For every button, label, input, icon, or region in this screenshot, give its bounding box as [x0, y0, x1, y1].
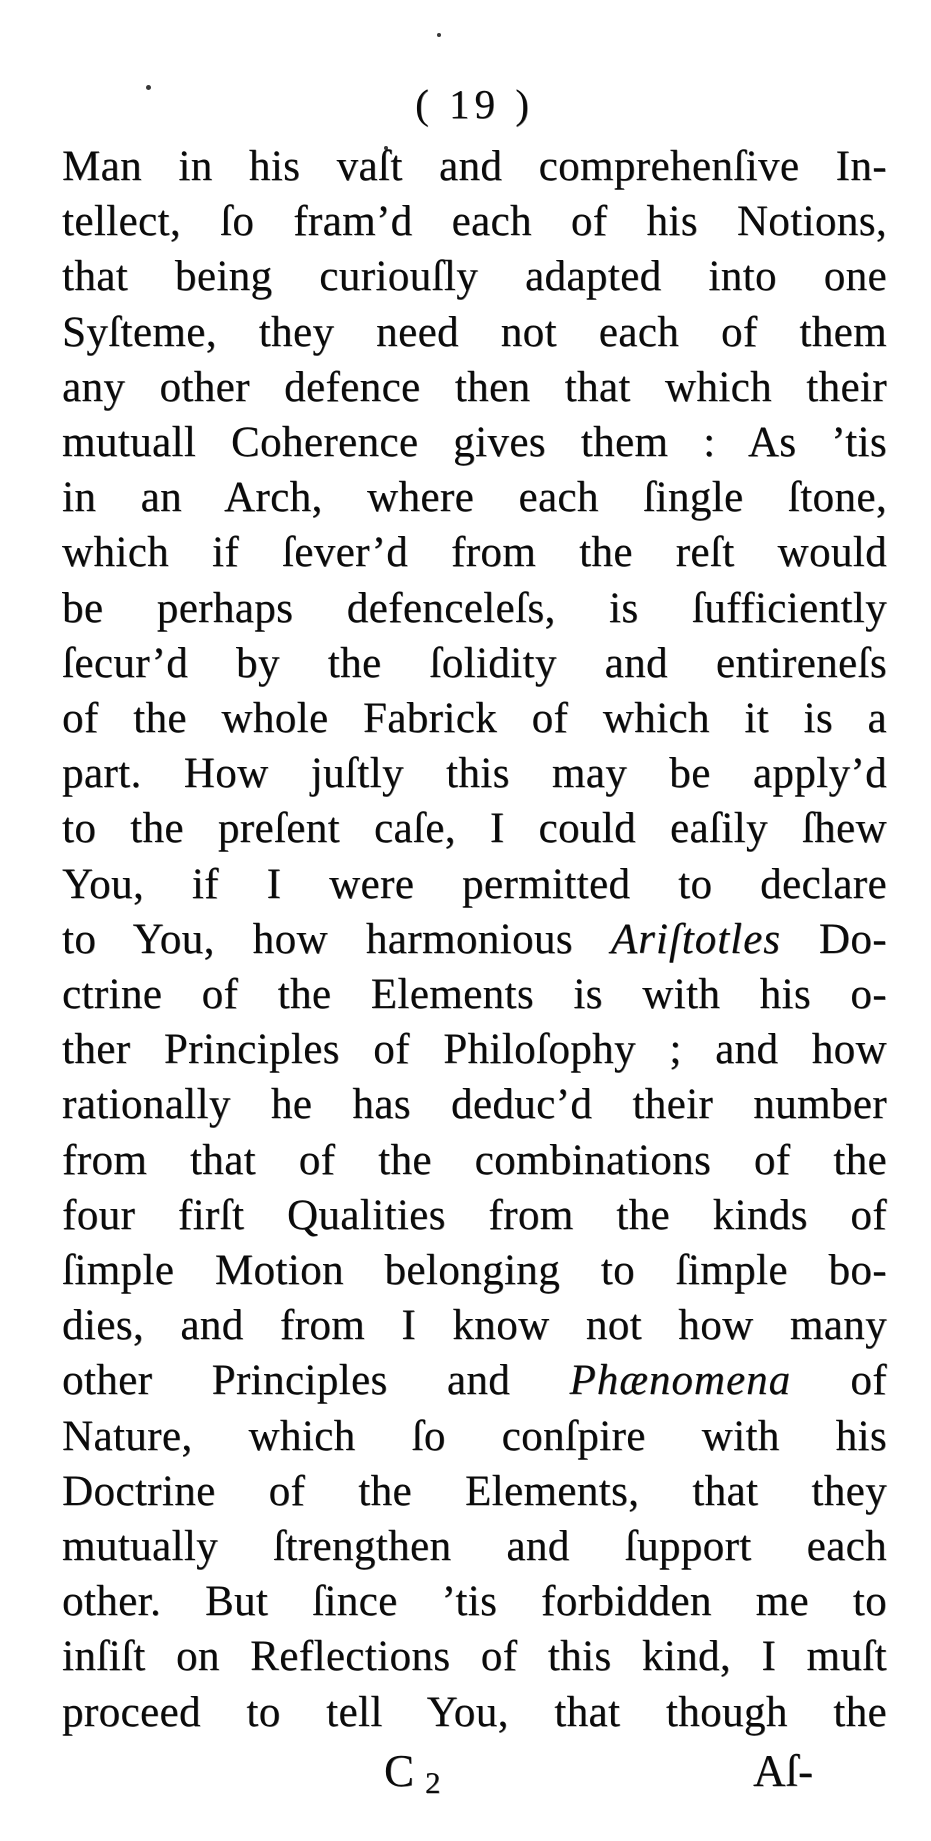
text-line: mutuall Coherence gives them : As ’tis: [62, 419, 887, 467]
text-line: You, if I were permitted to declare: [62, 860, 887, 908]
text-line: be perhaps defenceleſs, is ſufficiently: [62, 584, 887, 632]
text-line: Syſteme, they need not each of them: [62, 308, 887, 356]
text-line: part. How juſtly this may be apply’d: [62, 750, 887, 798]
text-line: ſecur’d by the ſolidity and entireneſs: [62, 639, 887, 687]
text-line: ctrine of the Elements is with his o-: [62, 971, 887, 1019]
text-line: other Principles and Phænomena of: [62, 1357, 887, 1405]
text-line: ther Principles of Philoſophy ; and how: [62, 1026, 887, 1074]
text-line: dies, and from I know not how many: [62, 1302, 887, 1350]
catchword: Aſ-: [753, 1746, 813, 1796]
body-text: [62, 139, 887, 1740]
text-line: which if ſever’d from the reſt would: [62, 529, 887, 577]
text-line: Nature, which ſo conſpire with his: [62, 1412, 887, 1460]
text-line: of the whole Fabrick of which it is a: [62, 695, 887, 743]
text-line: four firſt Qualities from the kinds of: [62, 1191, 887, 1239]
text-line: Man in his vaſt and comprehenſive In-: [62, 143, 887, 190]
text-line: to You, how harmonious Ariſtotles Do-: [62, 915, 887, 963]
text-line: rationally he has deduc’d their number: [62, 1081, 887, 1129]
text-line: tellect, ſo fram’d each of his Notions,: [62, 198, 887, 246]
text-line: that being curiouſly adapted into one: [62, 253, 887, 301]
page-number: ( 19 ): [415, 81, 534, 127]
text-line: ſimple Motion belonging to ſimple bo-: [62, 1247, 887, 1295]
signature-mark: [384, 1744, 441, 1810]
page-footer: [62, 1744, 887, 1810]
text-line: inſiſt on Reflections of this kind, I muſt: [62, 1633, 887, 1681]
signature-letter: C: [384, 1746, 415, 1796]
text-line: mutually ſtrengthen and ſupport each: [62, 1523, 887, 1571]
text-line: from that of the combinations of the: [62, 1136, 887, 1184]
ink-speck: [437, 33, 441, 37]
text-line: other. But ſince ’tis forbidden me to: [62, 1578, 887, 1626]
signature-number: 2: [425, 1765, 441, 1800]
text-line: any other defence then that which their: [62, 363, 887, 411]
text-line: to the preſent caſe, I could eaſily ſhew: [62, 805, 887, 853]
text-line: Doctrine of the Elements, that they: [62, 1467, 887, 1515]
text-line: in an Arch, where each ſingle ſtone,: [62, 474, 887, 522]
text-line: proceed to tell You, that though the: [62, 1688, 887, 1736]
